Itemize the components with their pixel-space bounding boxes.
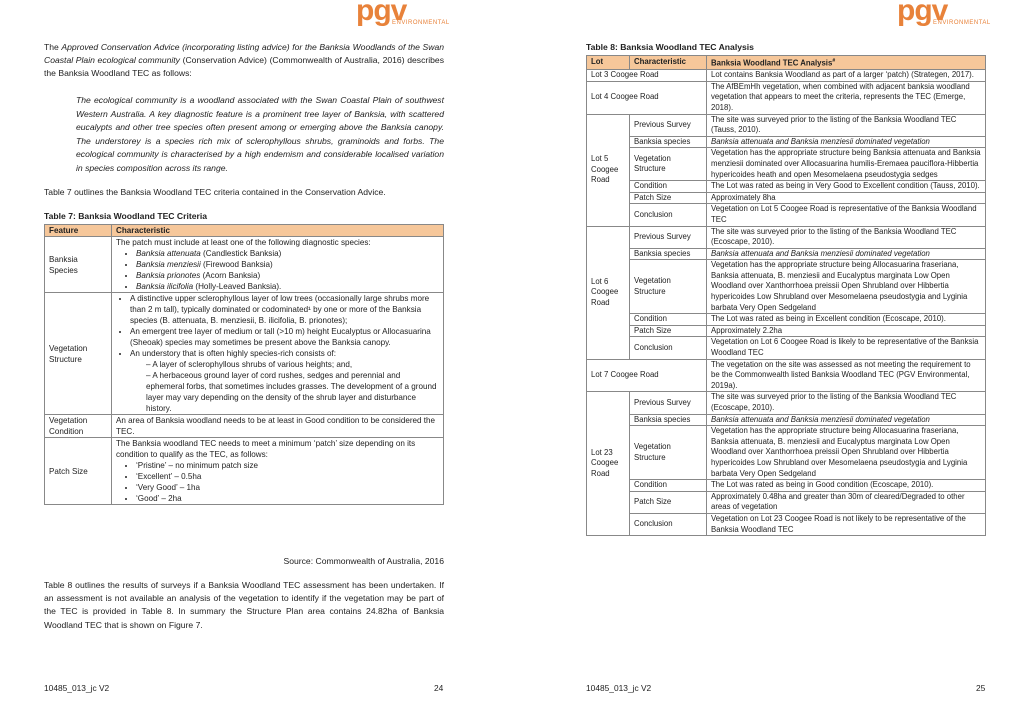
list-item: • ‘Excellent’ – 0.5ha (136, 471, 439, 482)
list-item: – A layer of sclerophyllous shrubs of various heights; and, (146, 359, 439, 370)
footer-doc-id: 10485_013_jc V2 (44, 683, 110, 693)
table7-header-feature: Feature (45, 225, 112, 237)
lot-cell: Lot 23 Coogee Road (587, 392, 630, 536)
analysis-cell: The Lot was rated as being in Good condition (Ecoscape, 2010). (707, 480, 986, 492)
table7 (44, 224, 444, 505)
analysis-cell: Vegetation has the appropriate structure being Banksia attenuata and Banksia menziesii dominated over Allocasuarina humilis-Eremaea pauciflora-Hibbertia hypericoides heath and open Mesomelaena pseudostygia sedges (707, 148, 986, 181)
table-row (587, 480, 986, 492)
characteristic-cell: Condition (630, 480, 707, 492)
list-item: • Banksia ilicifolia (Holly-Leaved Banksia). (136, 281, 439, 292)
table-row (587, 392, 986, 414)
footer-page-number: 25 (976, 683, 986, 693)
lot-cell: Lot 3 Coogee Road (587, 70, 707, 82)
table-row (45, 293, 444, 415)
table-row (587, 136, 986, 148)
list-item: • Banksia prionotes (Acorn Banksia) (136, 270, 439, 281)
characteristic-cell: Previous Survey (630, 392, 707, 414)
analysis-cell: Banksia attenuata and Banksia menziesii dominated vegetation (707, 248, 986, 260)
analysis-cell: Vegetation has the appropriate structure being Allocasuarina fraseriana, Banksia attenuata, B. menziesii and Eucalyptus marginata Low Open Woodland over Xanthorrhoea preissii Open Shrubland over Hibbertia hypericoides Low Shrubland over Mesomelaena pseudostygia and Lyginia barbata Very Open Sedgeland (707, 426, 986, 480)
table-row (587, 359, 986, 392)
page-24 (0, 0, 514, 702)
table-row (587, 181, 986, 193)
characteristic-cell: Previous Survey (630, 114, 707, 136)
analysis-cell: Approximately 2.2ha (707, 325, 986, 337)
analysis-cell: Vegetation on Lot 6 Coogee Road is likely to be representative of the Banksia Woodland TEC (707, 337, 986, 359)
feature-cell: Banksia Species (45, 237, 112, 293)
table-row (587, 248, 986, 260)
tec-definition-quote: The ecological community is a woodland associated with the Swan Coastal Plain of southwest Western Australia. A key diagnostic feature is a prominent tree layer of Banksia, with scattered eucalypts and other tree species often present among or emerging above the Banksia canopy. The understorey is a species rich mix of sclerophyllous shrubs, graminoids and forbs. The ecological community is characterised by a high endemism and considerable localised variation in species composition across its range. (76, 95, 444, 173)
list-item: • An emergent tree layer of medium or tall (>10 m) height Eucalyptus or Allocasuarina (Sheoak) species may sometimes be present above the Banksia canopy. (130, 326, 439, 348)
list-item: • An understory that is often highly species-rich consists of: – A layer of sclerophyllous shrubs of various heights; and, – A herbaceous ground layer of cord rushes, sedges and perennial and ephemeral forbs, that sometimes includes grasses. The development of a ground layer may vary depending on the density of the shrub layer and disturbance history. (130, 348, 439, 414)
analysis-cell: Vegetation has the appropriate structure being Allocasuarina fraseriana, Banksia attenuata, B. menziesii and Eucalyptus marginata Low Open Woodland over Xanthorrhoea preissii Open Shrubland over Hibbertia hypericoides Low Shrubland over Mesomelaena pseudostygia and Lyginia barbata Very Open Sedgeland (707, 260, 986, 314)
table-row (587, 81, 986, 114)
characteristic-cell: Vegetation Structure (630, 426, 707, 480)
pgv-logo: pgv ENVIRONMENTAL (897, 0, 991, 27)
footer-doc-id: 10485_013_jc V2 (586, 683, 652, 693)
analysis-cell: Banksia attenuata and Banksia menziesii dominated vegetation (707, 136, 986, 148)
table-row (587, 260, 986, 314)
table8 (586, 55, 986, 536)
characteristic-cell: Patch Size (630, 491, 707, 513)
list-item: – A herbaceous ground layer of cord rushes, sedges and perennial and ephemeral forbs, that sometimes includes grasses. The development of a ground layer may vary depending on the density of the shrub layer and disturbance history. (146, 370, 439, 414)
list-item: • A distinctive upper sclerophyllous layer of low trees (occasionally large shrubs more than 2 m tall), typically dominated or codominated¹ by one or more of the Banksia species (B. attenuata, B. menziesii, B. ilicifolia, B. prionotes); (130, 293, 439, 326)
characteristic-cell: Patch Size (630, 192, 707, 204)
table-row (587, 70, 986, 82)
table-row (587, 513, 986, 535)
table-row (587, 192, 986, 204)
page-25 (515, 0, 1029, 702)
table-row (587, 337, 986, 359)
characteristic-cell: An area of Banksia woodland needs to be at least in Good condition to be considered the TEC. (112, 415, 444, 438)
table7-intro: Table 7 outlines the Banksia Woodland TEC criteria contained in the Conservation Advice. (44, 187, 386, 197)
analysis-cell: The site was surveyed prior to the listing of the Banksia Woodland TEC (Ecoscape, 2010). (707, 226, 986, 248)
characteristic-cell: Banksia species (630, 248, 707, 260)
table8-header-characteristic: Characteristic (630, 56, 707, 70)
table-row (587, 491, 986, 513)
analysis-cell: Approximately 0.48ha and greater than 30m of cleared/Degraded to other areas of vegetation (707, 491, 986, 513)
table-row (587, 426, 986, 480)
lot-cell: Lot 7 Coogee Road (587, 359, 707, 392)
table-row (45, 438, 444, 505)
table-row (587, 314, 986, 326)
table-row (587, 114, 986, 136)
characteristic-cell: Conclusion (630, 513, 707, 535)
pgv-logo: pgv ENVIRONMENTAL (356, 0, 450, 27)
table8-intro: Table 8 outlines the results of surveys if a Banksia Woodland TEC assessment has been undertaken. If an assessment is not available an analysis of the vegetation to identify if the vegetation may be part of the TEC is provided in Table 8. In summary the Structure Plan area contains 24.82ha of Banksia Woodland TEC that is shown on Figure 7. (44, 580, 444, 630)
characteristic-cell: Vegetation Structure (630, 148, 707, 181)
characteristic-cell: Condition (630, 181, 707, 193)
feature-cell: Vegetation Structure (45, 293, 112, 415)
species-list (116, 248, 439, 292)
analysis-cell: The Lot was rated as being in Excellent condition (Ecoscape, 2010). (707, 314, 986, 326)
list-item: • ‘Pristine’ – no minimum patch size (136, 460, 439, 471)
analysis-cell: The site was surveyed prior to the listing of the Banksia Woodland TEC (Ecoscape, 2010). (707, 392, 986, 414)
table-row (587, 226, 986, 248)
table7-caption: Table 7: Banksia Woodland TEC Criteria (44, 211, 207, 221)
list-item: • Banksia attenuata (Candlestick Banksia) (136, 248, 439, 259)
characteristic-cell: Previous Survey (630, 226, 707, 248)
lot-cell: Lot 5 Coogee Road (587, 114, 630, 226)
table-row (587, 325, 986, 337)
table8-caption: Table 8: Banksia Woodland TEC Analysis (586, 42, 754, 52)
analysis-cell: The vegetation on the site was assessed as not meeting the requirement to be the Commonwealth listed Banksia Woodland TEC (PGV Environmental, 2019a). (707, 359, 986, 392)
lot-cell: Lot 6 Coogee Road (587, 226, 630, 359)
characteristic-cell: Vegetation Structure (630, 260, 707, 314)
analysis-cell: Vegetation on Lot 23 Coogee Road is not likely to be representative of the Banksia Woodland TEC (707, 513, 986, 535)
characteristic-cell: The Banksia woodland TEC needs to meet a minimum ‘patch’ size depending on its condition to qualify as the TEC, as follows: • ‘Pristine’ – no minimum patch size • ‘Excellent’ – 0.5ha • ‘Very Good’ – 1ha • ‘Good’ – 2ha (112, 438, 444, 505)
list-item: • ‘Good’ – 2ha (136, 493, 439, 504)
analysis-cell: The AfBEmHh vegetation, when combined with adjacent banksia woodland vegetation that appears to meet the criteria, represents the TEC (Emerge, 2018). (707, 81, 986, 114)
characteristic-cell: Conclusion (630, 204, 707, 226)
characteristic-cell: Conclusion (630, 337, 707, 359)
table8-header-analysis: Banksia Woodland TEC Analysis# (707, 56, 986, 70)
feature-cell: Patch Size (45, 438, 112, 505)
feature-cell: Vegetation Condition (45, 415, 112, 438)
list-item: • ‘Very Good’ – 1ha (136, 482, 439, 493)
intro-paragraph: The Approved Conservation Advice (incorporating listing advice) for the Banksia Woodlands of the Swan Coastal Plain ecological community (Conservation Advice) (Commonwealth of Australia, 2016) describes the Banksia Woodland TEC as follows: (44, 42, 444, 79)
characteristic-cell: Patch Size (630, 325, 707, 337)
table-row (587, 414, 986, 426)
table7-source: Source: Commonwealth of Australia, 2016 (283, 556, 444, 566)
analysis-cell: Vegetation on Lot 5 Coogee Road is representative of the Banksia Woodland TEC (707, 204, 986, 226)
characteristic-cell: Banksia species (630, 136, 707, 148)
lot-cell: Lot 4 Coogee Road (587, 81, 707, 114)
table-row (587, 148, 986, 181)
analysis-cell: Lot contains Banksia Woodland as part of a larger ‘patch) (Strategen, 2017). (707, 70, 986, 82)
characteristic-cell: Banksia species (630, 414, 707, 426)
table7-header-characteristic: Characteristic (112, 225, 444, 237)
characteristic-cell: The patch must include at least one of the following diagnostic species: • Banksia attenuata (Candlestick Banksia) • Banksia menziesii (Firewood Banksia) • Banksia prionotes (Acorn Banksia) • Banksia ilicifolia (Holly-Leaved Banksia). (112, 237, 444, 293)
table8-header-lot: Lot (587, 56, 630, 70)
characteristic-cell: Condition (630, 314, 707, 326)
analysis-cell: Banksia attenuata and Banksia menziesii dominated vegetation (707, 414, 986, 426)
analysis-cell: Approximately 8ha (707, 192, 986, 204)
characteristic-cell (112, 293, 444, 415)
analysis-cell: The Lot was rated as being in Very Good to Excellent condition (Tauss, 2010). (707, 181, 986, 193)
footer-page-number: 24 (434, 683, 444, 693)
table-row (45, 415, 444, 438)
list-item: • Banksia menziesii (Firewood Banksia) (136, 259, 439, 270)
table-row (587, 204, 986, 226)
table-row (45, 237, 444, 293)
analysis-cell: The site was surveyed prior to the listing of the Banksia Woodland TEC (Tauss, 2010). (707, 114, 986, 136)
